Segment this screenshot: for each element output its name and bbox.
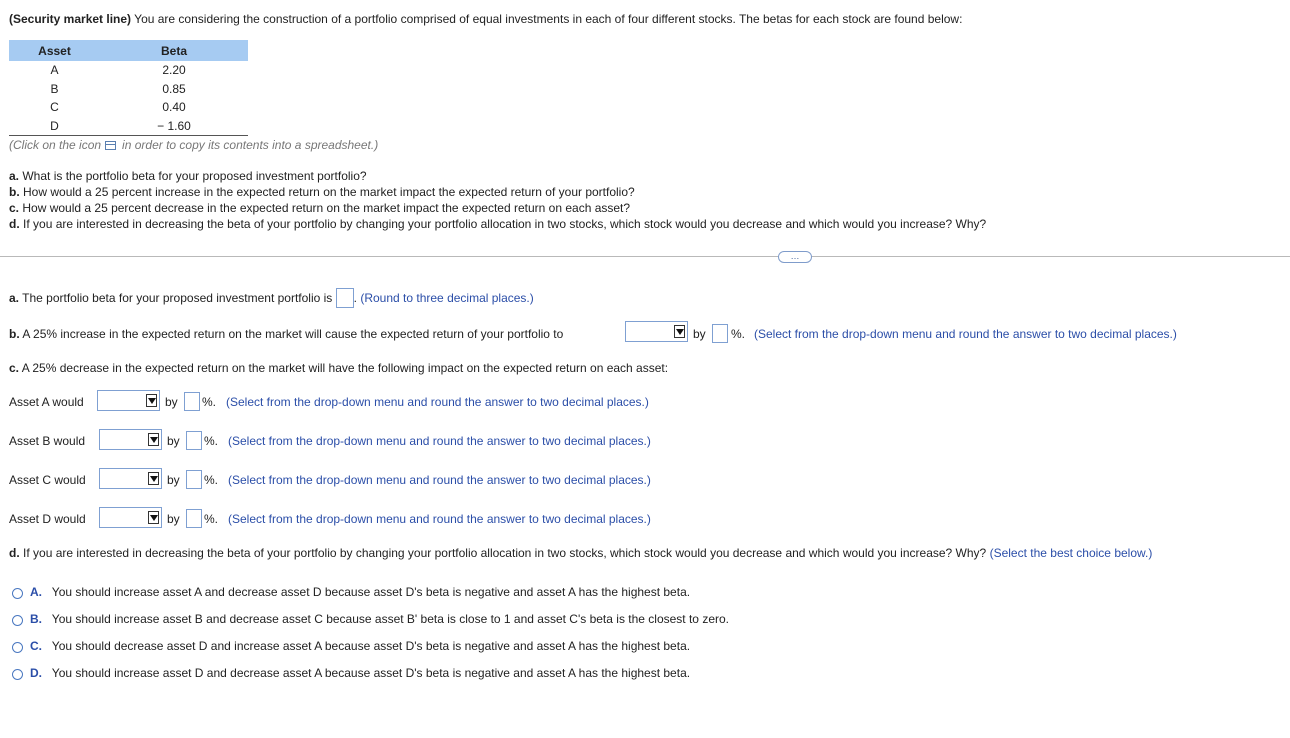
question-b xyxy=(9,185,635,199)
column-header-asset: Asset xyxy=(9,40,100,61)
asset-a-input[interactable] xyxy=(184,392,200,411)
spreadsheet-icon[interactable] xyxy=(105,141,116,150)
section-divider xyxy=(0,256,1290,257)
asset-cell: A xyxy=(50,63,59,78)
percent-label: %. xyxy=(204,473,219,487)
by-label: by xyxy=(167,434,180,448)
option-letter: A. xyxy=(30,585,42,599)
asset-c-label: Asset C would xyxy=(9,473,86,487)
question-a xyxy=(9,169,367,183)
answer-text: If you are interested in decreasing the beta of your portfolio by changing your portfolio allocation in two stocks, which stock would you decrease and which would you increase? Why? xyxy=(23,546,987,560)
answer-hint: (Select from the drop-down menu and round the answer to two decimal places.) xyxy=(228,434,651,448)
answer-hint: (Select from the drop-down menu and round the answer to two decimal places.) xyxy=(228,473,651,487)
table-row xyxy=(9,80,248,99)
dropdown-arrow-icon[interactable] xyxy=(674,325,685,338)
column-header-beta: Beta xyxy=(100,40,248,61)
percent-label: %. xyxy=(202,395,217,409)
answer-hint: (Select from the drop-down menu and round the answer to two decimal places.) xyxy=(226,395,649,409)
by-label: by xyxy=(167,473,180,487)
asset-b-label: Asset B would xyxy=(9,434,86,448)
option-text: You should increase asset A and decrease asset D because asset D's beta is negative and asset A has the highest beta. xyxy=(51,585,691,599)
asset-b-dropdown[interactable] xyxy=(99,429,162,450)
option-letter: B. xyxy=(30,612,42,626)
option-a[interactable] xyxy=(30,585,690,599)
option-letter: C. xyxy=(30,639,42,653)
copy-note xyxy=(9,138,378,152)
dropdown-arrow-icon[interactable] xyxy=(148,433,159,446)
option-letter: D. xyxy=(30,666,42,680)
option-d[interactable] xyxy=(30,666,690,680)
option-b-radio[interactable] xyxy=(12,615,23,626)
option-c-radio[interactable] xyxy=(12,642,23,653)
answer-text: A 25% increase in the expected return on the market will cause the expected return of your portfolio to xyxy=(22,327,564,341)
question-text: How would a 25 percent increase in the expected return on the market impact the expected return of your portfolio? xyxy=(23,185,635,199)
asset-a-dropdown[interactable] xyxy=(97,390,160,411)
table-row xyxy=(9,98,248,117)
portfolio-beta-input[interactable] xyxy=(336,288,354,308)
question-letter: a. xyxy=(9,169,20,183)
dropdown-arrow-icon[interactable] xyxy=(148,511,159,524)
answer-hint: (Select the best choice below.) xyxy=(989,546,1153,560)
problem-intro xyxy=(9,12,962,26)
beta-cell: − 1.60 xyxy=(100,117,248,136)
portfolio-change-dropdown[interactable] xyxy=(625,321,688,342)
question-text: What is the portfolio beta for your proposed investment portfolio? xyxy=(22,169,367,183)
table-header-row xyxy=(9,40,248,61)
percent-label: %. xyxy=(731,327,746,341)
dropdown-arrow-icon[interactable] xyxy=(148,472,159,485)
asset-c-input[interactable] xyxy=(186,470,202,489)
asset-d-label: Asset D would xyxy=(9,512,86,526)
asset-d-dropdown[interactable] xyxy=(99,507,162,528)
question-letter: d. xyxy=(9,217,20,231)
asset-cell: B xyxy=(50,81,59,96)
answer-c-line xyxy=(9,361,668,375)
answer-letter: d. xyxy=(9,546,20,560)
option-text: You should decrease asset D and increase asset A because asset D's beta is negative and asset A has the highest beta. xyxy=(51,639,691,653)
by-label: by xyxy=(693,327,706,341)
answer-b-line xyxy=(9,327,563,341)
answer-letter: a. xyxy=(9,291,20,306)
table-row xyxy=(9,61,248,80)
copy-note-after: in order to copy its contents into a spreadsheet.) xyxy=(122,138,379,152)
asset-cell: C xyxy=(50,100,59,115)
answer-hint: (Select from the drop-down menu and round the answer to two decimal places.) xyxy=(754,327,1177,341)
beta-cell: 0.40 xyxy=(162,100,186,115)
option-d-radio[interactable] xyxy=(12,669,23,680)
asset-a-label: Asset A would xyxy=(9,395,84,409)
asset-cell: D xyxy=(9,117,100,136)
by-label: by xyxy=(167,512,180,526)
beta-table xyxy=(9,40,248,136)
table-row xyxy=(9,117,248,136)
option-b[interactable] xyxy=(30,612,729,626)
problem-topic: (Security market line) xyxy=(9,12,132,26)
beta-cell: 2.20 xyxy=(162,63,186,78)
question-letter: b. xyxy=(9,185,20,199)
question-text: If you are interested in decreasing the beta of your portfolio by changing your portfolio allocation in two stocks, which stock would you decrease and which would you increase? Why? xyxy=(23,217,987,231)
answer-hint: (Round to three decimal places.) xyxy=(360,291,534,306)
answer-text: A 25% decrease in the expected return on the market will have the following impact on the expected return on each asset: xyxy=(21,361,669,375)
answer-hint: (Select from the drop-down menu and round the answer to two decimal places.) xyxy=(228,512,651,526)
question-d xyxy=(9,217,986,231)
asset-d-input[interactable] xyxy=(186,509,202,528)
dropdown-arrow-icon[interactable] xyxy=(146,394,157,407)
asset-c-dropdown[interactable] xyxy=(99,468,162,489)
problem-text: You are considering the construction of a portfolio comprised of equal investments in each of four different stocks. The betas for each stock are found below: xyxy=(134,12,963,26)
answer-letter: b. xyxy=(9,327,20,341)
beta-cell: 0.85 xyxy=(162,81,186,96)
option-c[interactable] xyxy=(30,639,690,653)
asset-b-input[interactable] xyxy=(186,431,202,450)
option-a-radio[interactable] xyxy=(12,588,23,599)
answer-text: The portfolio beta for your proposed investment portfolio is xyxy=(22,291,333,306)
question-text: How would a 25 percent decrease in the expected return on the market impact the expected return on each asset? xyxy=(22,201,631,215)
percent-label: %. xyxy=(204,434,219,448)
answer-d-line xyxy=(9,546,1152,560)
answer-a-line xyxy=(9,289,534,309)
expand-button[interactable]: … xyxy=(778,251,812,263)
copy-note-before: (Click on the icon xyxy=(9,138,102,152)
answer-letter: c. xyxy=(9,361,20,375)
option-text: You should increase asset D and decrease asset A because asset D's beta is negative and asset A has the highest beta. xyxy=(51,666,691,680)
by-label: by xyxy=(165,395,178,409)
portfolio-change-input[interactable] xyxy=(712,324,728,343)
percent-label: %. xyxy=(204,512,219,526)
answer-period: . xyxy=(353,291,357,306)
question-c xyxy=(9,201,630,215)
option-text: You should increase asset B and decrease asset C because asset B' beta is close to 1 and asset C's beta is the closest to zero. xyxy=(51,612,729,626)
question-letter: c. xyxy=(9,201,20,215)
